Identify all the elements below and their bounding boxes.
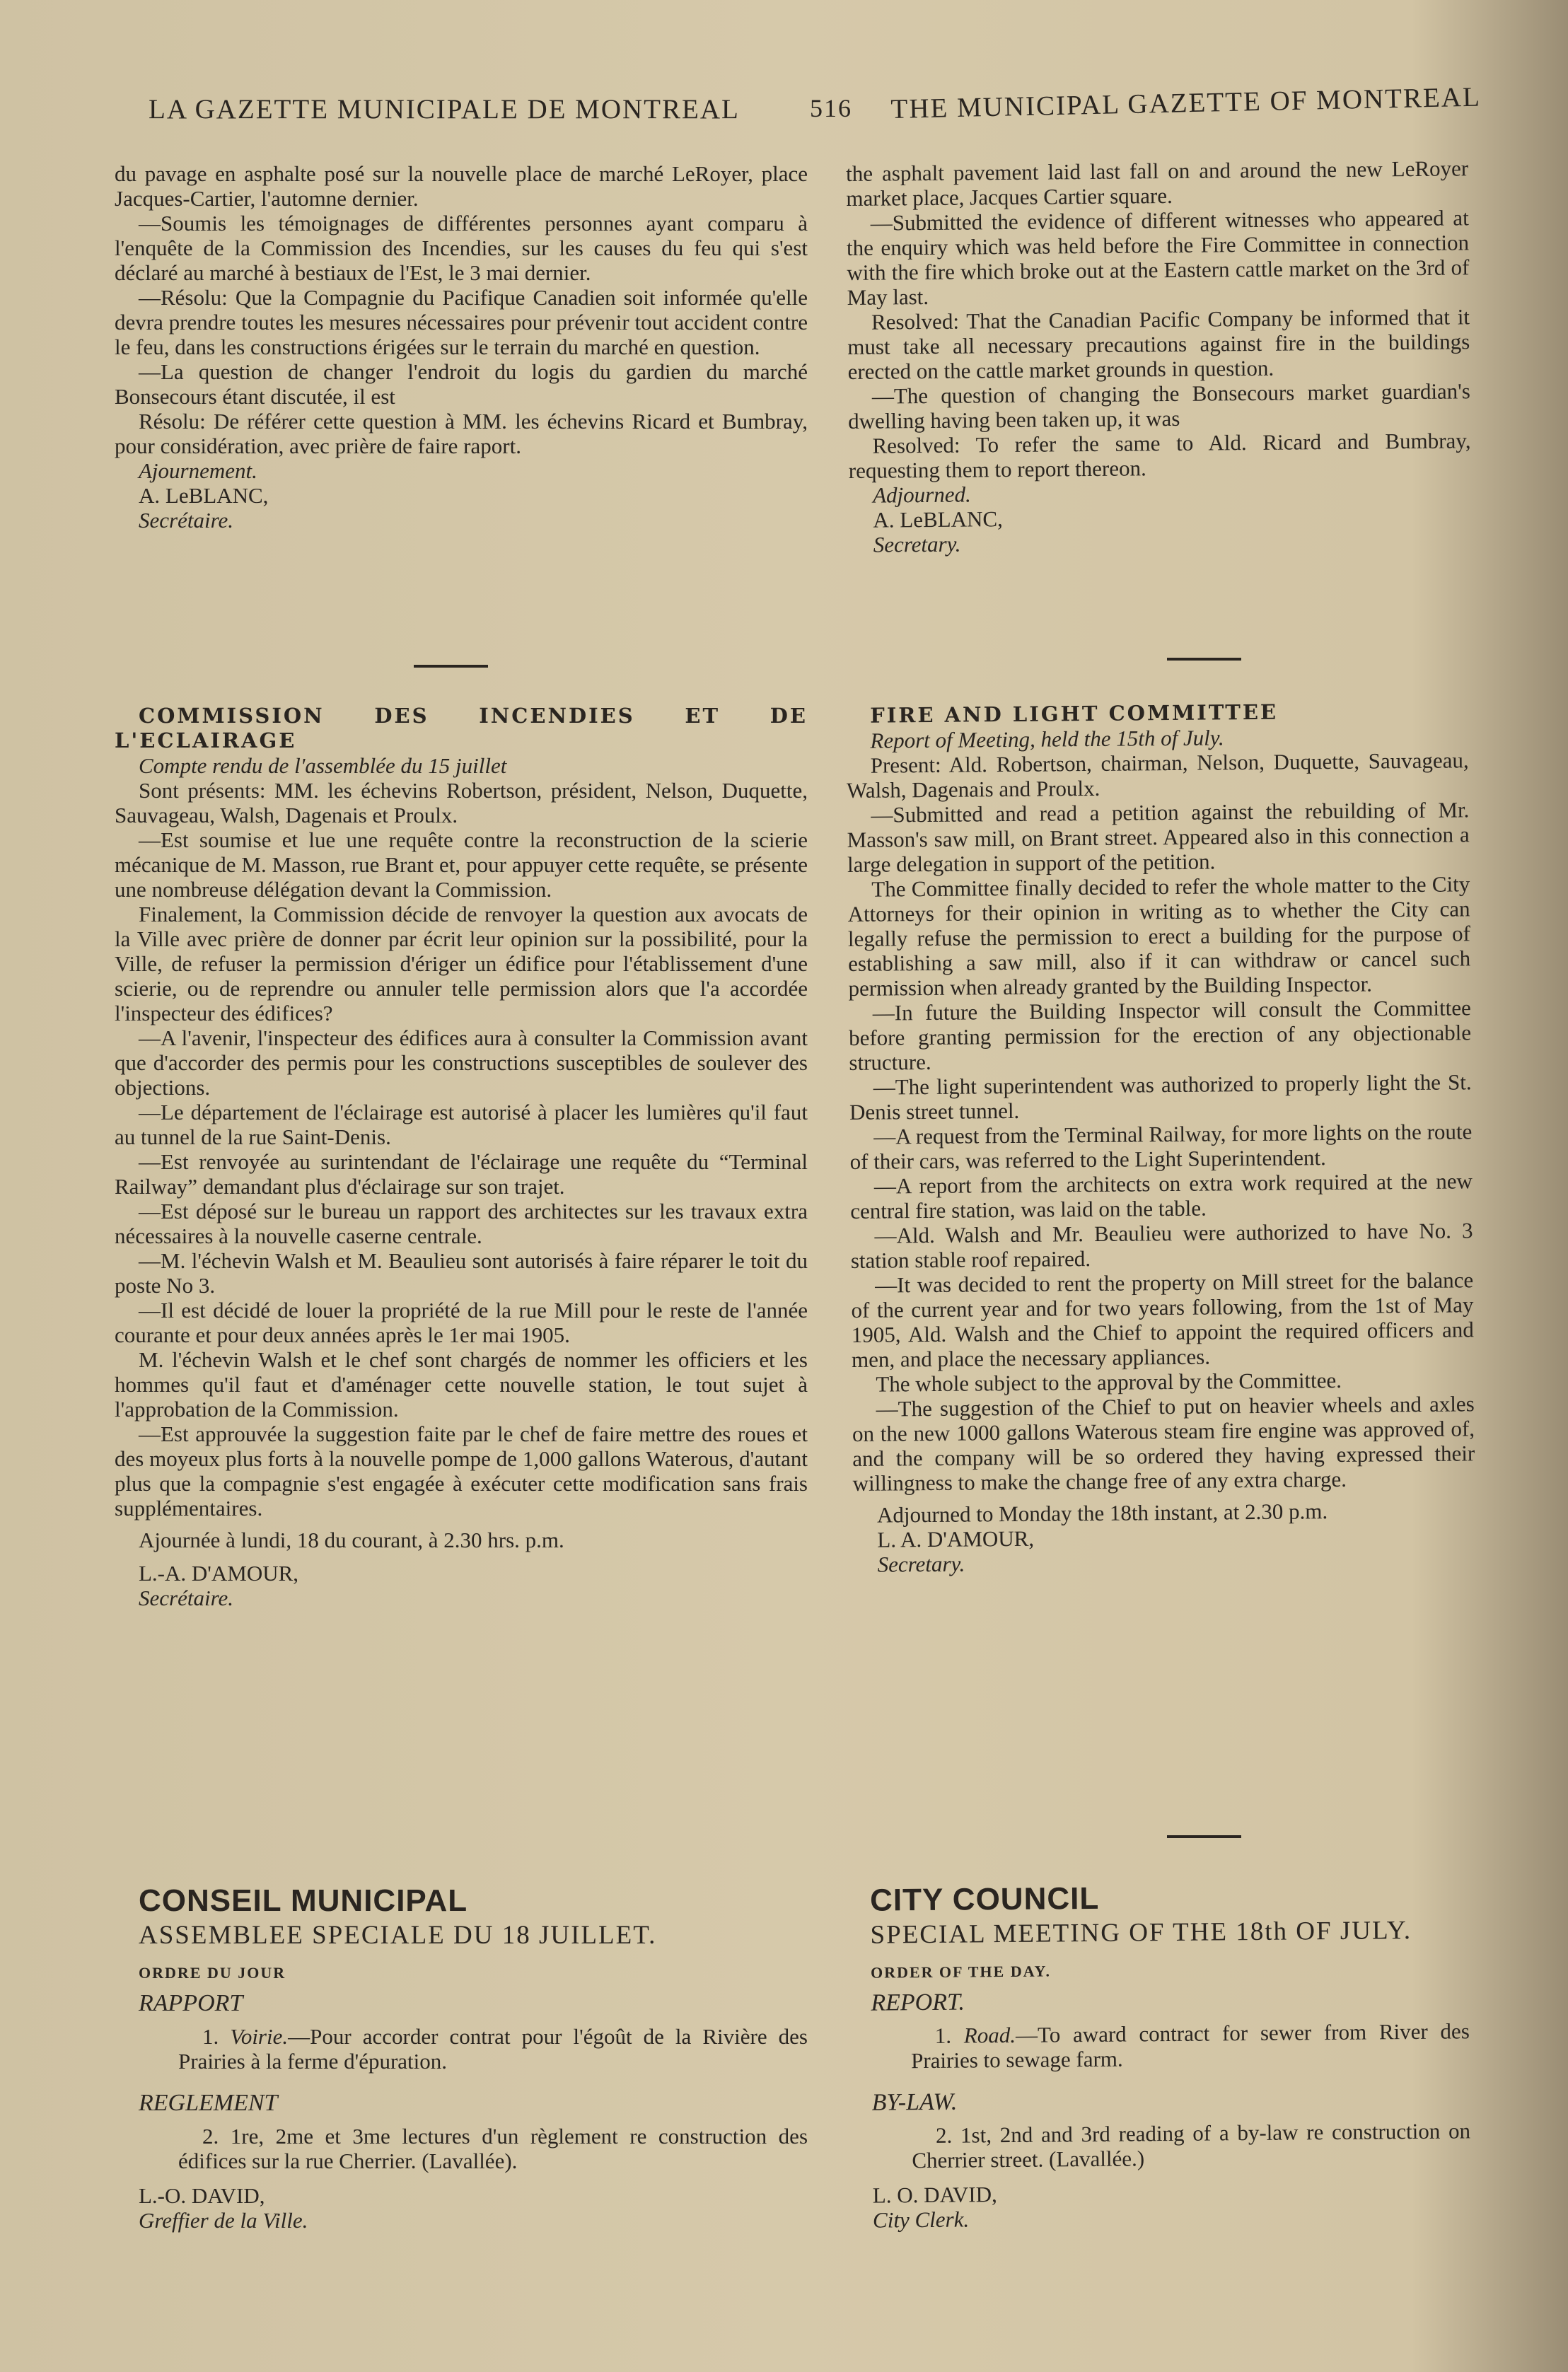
signer-title: Greffier de la Ville.	[139, 2208, 308, 2233]
council-subtitle: SPECIAL MEETING OF THE 18th OF JULY.	[870, 1916, 1412, 1950]
section-label: REPORT.	[871, 1989, 965, 2016]
council-title: CITY COUNCIL	[869, 1880, 1100, 1918]
paragraph: du pavage en asphalte posé sur la nouvelle place de marché LeRoyer, place Jacques-Cartier, l'automne dernier.	[115, 161, 808, 211]
section-label: RAPPORT	[139, 1990, 243, 2016]
council-subtitle: ASSEMBLEE SPECIALE DU 18 JUILLET.	[139, 1921, 657, 1950]
agenda-item: 1. Voirie.—Pour accorder contrat pour l'égoût de la Rivière des Prairies à la ferme d'épuration.	[178, 2024, 808, 2074]
signer-name: L. A. D'AMOUR,	[877, 1525, 1035, 1552]
paragraph: Present: Ald. Robertson, chairman, Nelson, Duquette, Sauvageau, Walsh, Dagenais and Proulx.	[846, 748, 1469, 803]
paragraph: —La question de changer l'endroit du logis du gardien du marché Bonsecours étant discutée, il est	[115, 359, 808, 409]
paragraph: The Committee finally decided to refer the whole matter to the City Attorneys for their opinion in writing as to whether the City can legally refuse the permission to erect a building for the purpose of establishing a saw mill, also if it can withdraw or cancel such permission when already granted by the Building Inspector.	[847, 871, 1471, 1001]
paragraph: —Soumis les témoignages de différentes personnes ayant comparu à l'enquête de la Commission des Incendies, sur les causes du feu qui s'est déclaré au marché à bestiaux de l'Est, le 3 mai dernier.	[115, 211, 808, 285]
signer-name: A. LeBLANC,	[139, 483, 269, 508]
paragraph: —M. l'échevin Walsh et M. Beaulieu sont autorisés à faire réparer le toit du poste No 3.	[115, 1248, 808, 1298]
paragraph: Finalement, la Commission décide de renvoyer la question aux avocats de la Ville avec prière de donner par écrit leur opinion sur la possibilité, pour la Ville, de refuser la permission d'ériger un édifice pour l'établissement d'une scierie, ou de reprendre ou annuler telle permission alors que l'a accordée l'inspecteur des édifices?	[115, 902, 808, 1025]
committee-section	[846, 698, 1476, 1577]
paragraph: Resolved: To refer the same to Ald. Ricard and Bumbray, requesting them to report thereon.	[848, 428, 1471, 483]
signer-name: L. O. DAVID,	[872, 2182, 997, 2208]
section-divider	[414, 665, 488, 668]
committee-subtitle: Report of Meeting, held the 15th of July.	[870, 725, 1224, 753]
paragraph: —The suggestion of the Chief to put on heavier wheels and axles on the new 1000 gallons Waterous steam fire engine was approved of, and the company will be so ordered they having expressed their willingness to make the change free of any extra charge.	[852, 1391, 1475, 1496]
paragraph: —Est renvoyée au surintendant de l'éclairage une requête du “Terminal Railway” demandant plus d'éclairage sur son trajet.	[115, 1149, 808, 1199]
signer-title: City Clerk.	[872, 2207, 970, 2233]
paragraph: Adjourned to Monday the 18th instant, at 2.30 p.m.	[876, 1499, 1328, 1528]
paragraph: The whole subject to the approval by the Committee.	[876, 1367, 1342, 1397]
paragraph: —Est approuvée la suggestion faite par le chef de faire mettre des roues et des moyeux plus forts à la nouvelle pompe de 1,000 gallons Waterous, d'autant plus que la compagnie s'est engagée à exécuter cette modification sans frais supplémentaires.	[115, 1422, 808, 1521]
paragraph: —The light superintendent was authorized to properly light the St. Denis street tunnel.	[849, 1069, 1472, 1124]
committee-title: FIRE AND LIGHT COMMITTEE	[869, 699, 1279, 728]
paragraph: —Il est décidé de louer la propriété de la rue Mill pour le reste de l'année courante et pour deux années après le 1er mai 1905.	[115, 1298, 808, 1347]
paragraph: —In future the Building Inspector will consult the Committee before granting permission for the erection of any objectionable structure.	[848, 995, 1472, 1075]
signer-title: Secretary.	[877, 1551, 965, 1577]
signer-title: Secretary.	[873, 531, 961, 557]
agenda-item: 2. 1st, 2nd and 3rd reading of a by-law re construction on Cherrier street. (Lavallée.)	[912, 2118, 1471, 2173]
adjournment: Ajournement.	[139, 458, 257, 483]
commission-title: COMMISSION DES INCENDIES ET DE L'ECLAIRAGE	[115, 704, 808, 752]
left-top-section	[115, 161, 808, 533]
council-section-fr	[115, 1883, 808, 2233]
paragraph: Résolu: De référer cette question à MM. les échevins Ricard et Bumbray, pour considération, avec prière de faire raport.	[115, 409, 808, 458]
council-title: CONSEIL MUNICIPAL	[139, 1883, 468, 1918]
paragraph: —A l'avenir, l'inspecteur des édifices aura à consulter la Commission avant que d'accorder des permis pour les constructions susceptibles de soulever des objections.	[115, 1025, 808, 1100]
agenda-item: 2. 1re, 2me et 3me lectures d'un règlement re construction des édifices sur la rue Cherrier. (Lavallée).	[178, 2124, 808, 2173]
order-of-day: ORDRE DU JOUR	[139, 1964, 286, 1982]
signer-name: L.-O. DAVID,	[139, 2183, 265, 2208]
commission-section	[115, 704, 808, 1610]
page-number: 516	[810, 94, 852, 122]
paragraph: —Submitted and read a petition against the rebuilding of Mr. Masson's saw mill, on Brant street. Appeared also in this connection a large delegation in support of the petition.	[847, 797, 1470, 877]
signer-name: L.-A. D'AMOUR,	[139, 1561, 299, 1586]
agenda-item: 1. Road.—To award contract for sewer from River des Prairies to sewage farm.	[910, 2018, 1470, 2074]
paragraph: Ajournée à lundi, 18 du courant, à 2.30 hrs. p.m.	[139, 1528, 564, 1552]
paragraph: —Submitted the evidence of different witnesses who appeared at the enquiry which was held before the Fire Committee in connection with the fire which broke out at the Eastern cattle market on the 3rd of May last.	[846, 205, 1470, 310]
paragraph: —A report from the architects on extra work required at the new central fire station, was laid on the table.	[850, 1168, 1473, 1223]
paragraph: Resolved: That the Canadian Pacific Company be informed that it must take all necessary precautions against fire in the buildings erected on the cattle market grounds in question.	[847, 304, 1470, 384]
adjournment: Adjourned.	[872, 482, 971, 508]
commission-subtitle: Compte rendu de l'assemblée du 15 juillet	[139, 753, 507, 778]
paragraph: —Ald. Walsh and Mr. Beaulieu were authorized to have No. 3 station stable roof repaired.	[850, 1218, 1473, 1273]
section-label: BY-LAW.	[871, 2088, 958, 2116]
signer-title: Secrétaire.	[139, 508, 233, 533]
paragraph: —It was decided to rent the property on Mill street for the balance of the current year and for two years following, from the 1st of May 1905, Ald. Walsh and the Chief to appoint the required officers and men, and place the necessary appliances.	[851, 1267, 1474, 1372]
paragraph: —Est déposé sur le bureau un rapport des architectes sur les travaux extra nécessaires à la nouvelle caserne centrale.	[115, 1199, 808, 1248]
paragraph: —Résolu: Que la Compagnie du Pacifique Canadien soit informée qu'elle devra prendre toutes les mesures nécessaires pour prévenir tout accident contre le feu, dans les constructions érigées sur le terrain du marché en question.	[115, 285, 808, 359]
header-french-title: LA GAZETTE MUNICIPALE DE MONTREAL	[149, 94, 740, 124]
section-divider	[1167, 658, 1241, 661]
paragraph: —Est soumise et lue une requête contre la reconstruction de la scierie mécanique de M. Masson, rue Brant et, pour appuyer cette requête, se présente une nombreuse délégation devant la Commission.	[115, 827, 808, 902]
section-label: REGLEMENT	[139, 2090, 278, 2116]
paragraph: —The question of changing the Bonsecours market guardian's dwelling having been taken up, it was	[848, 378, 1471, 434]
paragraph: Sont présents: MM. les échevins Robertson, président, Nelson, Duquette, Sauvageau, Walsh, Dagenais et Proulx.	[115, 778, 808, 827]
council-section-en	[846, 1880, 1471, 2233]
paragraph: M. l'échevin Walsh et le chef sont chargés de nommer les officiers et les hommes qu'il faut et d'aménager cette nouvelle station, le tout sujet à l'approbation de la Commission.	[115, 1347, 808, 1422]
signer-name: A. LeBLANC,	[873, 506, 1003, 533]
right-top-section	[846, 156, 1472, 557]
paragraph: —Le département de l'éclairage est autorisé à placer les lumières qu'il faut au tunnel de la rue Saint-Denis.	[115, 1100, 808, 1149]
paragraph: —A request from the Terminal Railway, for more lights on the route of their cars, was referred to the Light Superintendent.	[849, 1119, 1473, 1174]
section-divider	[1167, 1835, 1241, 1838]
paragraph: the asphalt pavement laid last fall on and around the new LeRoyer market place, Jacques Cartier square.	[846, 156, 1469, 211]
header-english-title: THE MUNICIPAL GAZETTE OF MONTREAL	[890, 81, 1482, 125]
signer-title: Secrétaire.	[139, 1586, 233, 1610]
order-of-day: ORDER OF THE DAY.	[870, 1962, 1052, 1982]
